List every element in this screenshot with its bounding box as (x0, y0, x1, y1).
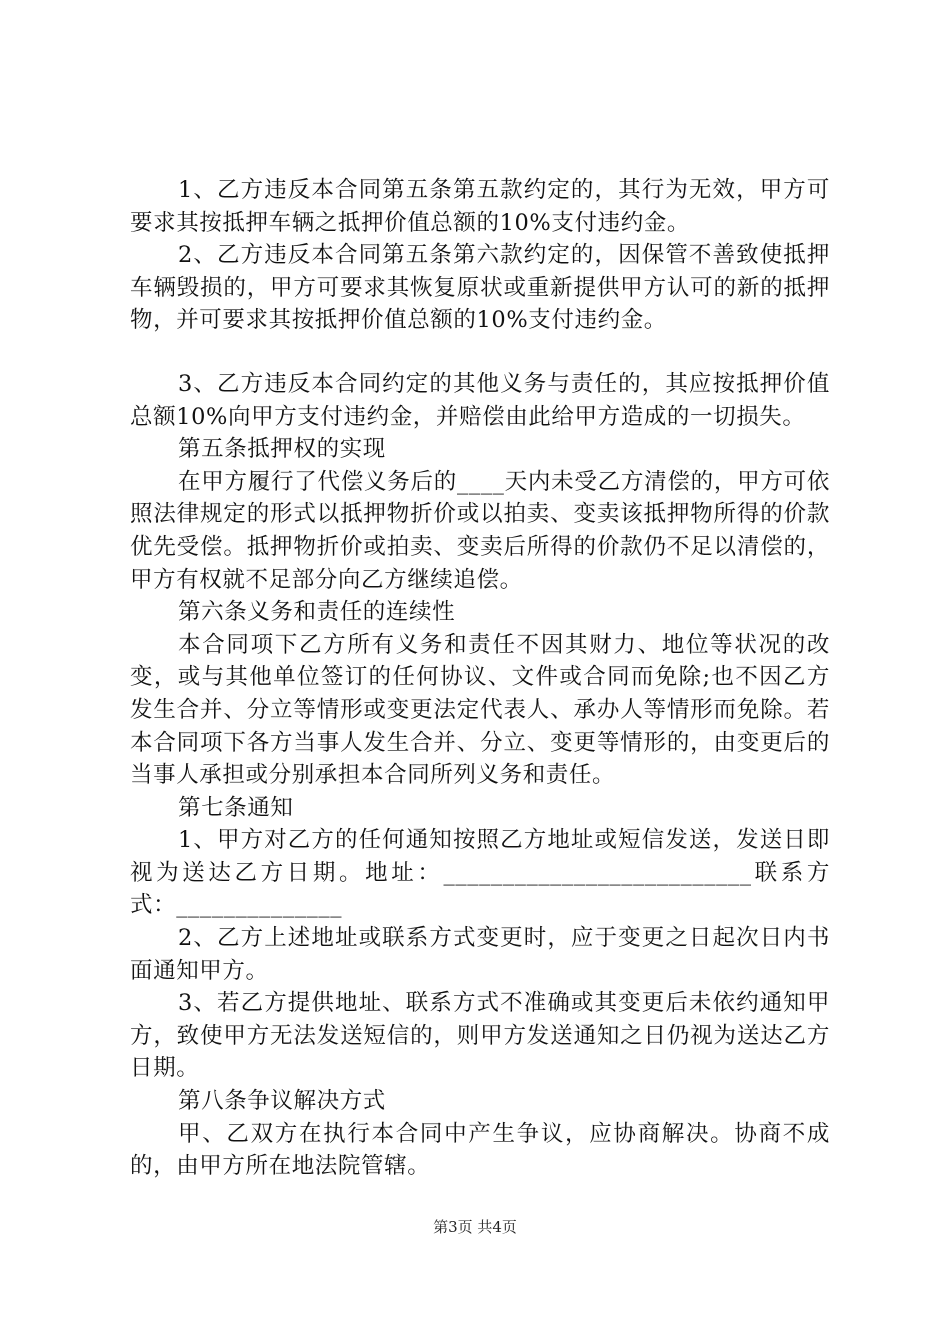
heading-article-8: 第八条争议解决方式 (178, 1088, 386, 1115)
article-6-body: 本合同项下乙方所有义务和责任不因其财力、地位等状况的改变，或与其他单位签订的任何协议、文件或合同而免除;也不因乙方发生合并、分立等情形或变更法定代表人、承办人等情形而免除。若本合同项下各方当事人发生合并、分立、变更等情形的，由变更后的当事人承担或分别承担本合同所列义务和责任。 (130, 631, 830, 789)
heading-article-5: 第五条抵押权的实现 (178, 436, 386, 463)
clause-penalty-3: 3、乙方违反本合同约定的其他义务与责任的，其应按抵押价值总额10%向甲方支付违约金，并赔偿由此给甲方造成的一切损失。 (130, 370, 830, 430)
clause-penalty-1: 1、乙方违反本合同第五条第五款约定的，其行为无效，甲方可要求其按抵押车辆之抵押价值总额的10%支付违约金。 (130, 177, 830, 236)
notice-clause-3: 3、若乙方提供地址、联系方式不准确或其变更后未依约通知甲方，致使甲方无法发送短信的，则甲方发送通知之日仍视为送达乙方日期。 (130, 990, 830, 1082)
page-footer: 第3页 共4页 (433, 1218, 517, 1236)
clause-penalty-2: 2、乙方违反本合同第五条第六款约定的，因保管不善致使抵押车辆毁损的，甲方可要求其恢复原状或重新提供甲方认可的新的抵押物，并可要求其按抵押价值总额的10%支付违约金。 (130, 242, 830, 334)
heading-article-6: 第六条义务和责任的连续性 (178, 599, 456, 626)
article-8-body: 甲、乙双方在执行本合同中产生争议，应协商解决。协商不成的，由甲方所在地法院管辖。 (130, 1120, 830, 1180)
document-body (130, 174, 830, 1183)
article-5-body: 在甲方履行了代偿义务后的____天内未受乙方清偿的，甲方可依照法律规定的形式以抵押物折价或以拍卖、变卖该抵押物所得的价款优先受偿。抵押物折价或拍卖、变卖后所得的价款仍不足以清偿的，甲方有权就不足部分向乙方继续追偿。 (130, 468, 830, 593)
heading-article-7: 第七条通知 (178, 794, 294, 821)
notice-clause-1: 1、甲方对乙方的任何通知按照乙方地址或短信发送，发送日即视为送达乙方日期。地址：__________________________联系方式：______________ (130, 827, 830, 919)
notice-clause-2: 2、乙方上述地址或联系方式变更时，应于变更之日起次日内书面通知甲方。 (130, 925, 830, 984)
